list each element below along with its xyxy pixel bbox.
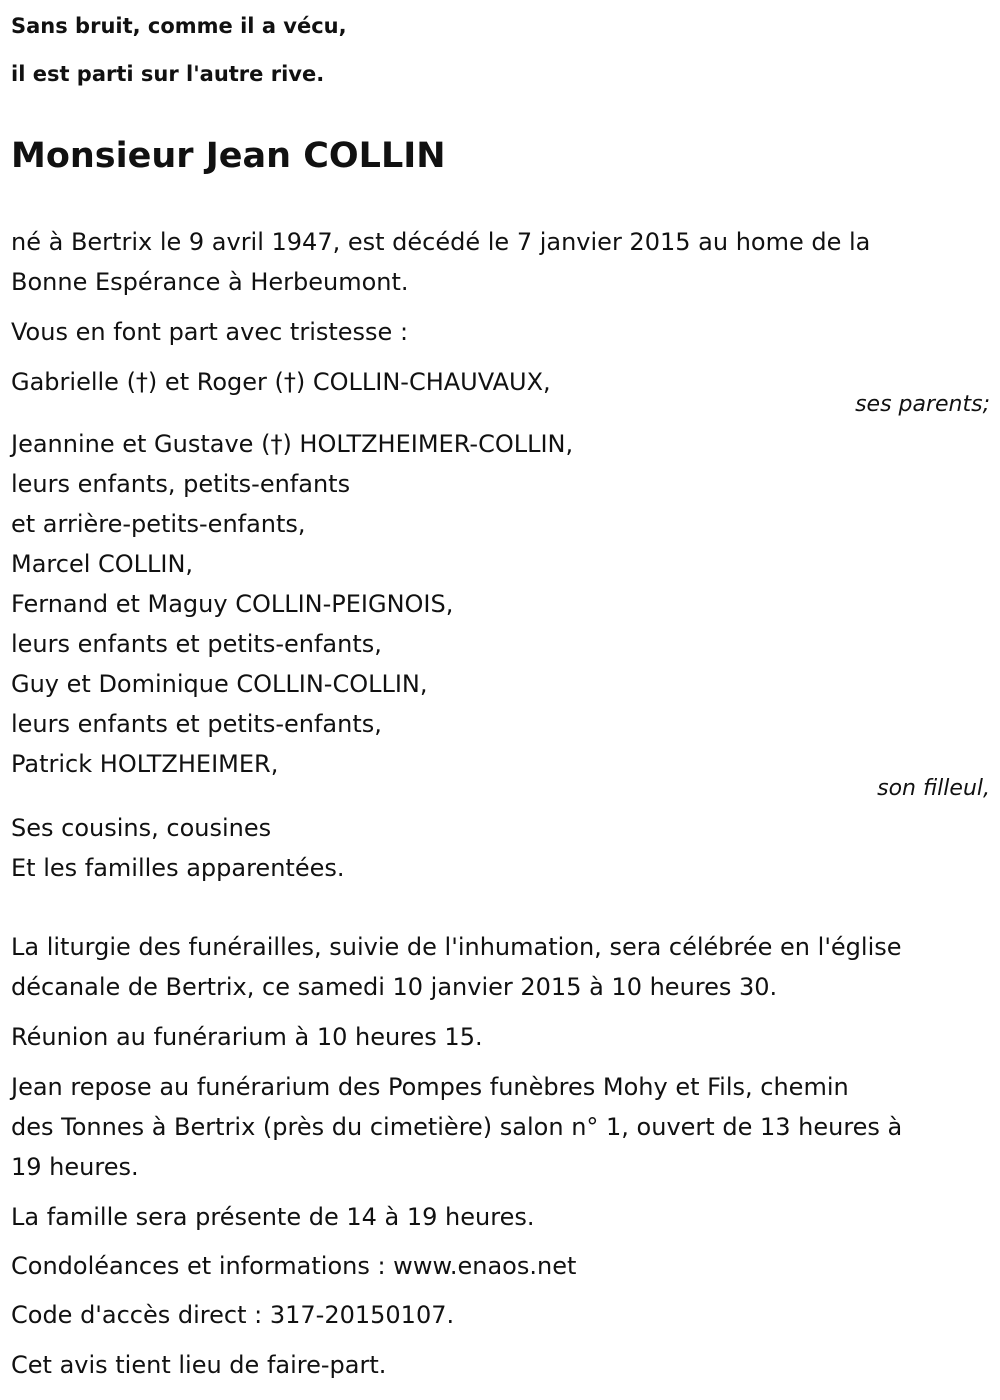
liturgy-line-1: La liturgie des funérailles, suivie de l'inhumation, sera célébrée en l'église (11, 933, 902, 961)
access-code: Code d'accès direct : 317-20150107. (11, 1301, 455, 1329)
repose-line-1: Jean repose au funérarium des Pompes funèbres Mohy et Fils, chemin (11, 1073, 849, 1101)
birth-death-line-1: né à Bertrix le 9 avril 1947, est décédé le 7 janvier 2015 au home de la (11, 228, 871, 256)
family-line-8: leurs enfants et petits-enfants, (11, 710, 382, 738)
parents-line: Gabrielle (†) et Roger (†) COLLIN-CHAUVAUX, (11, 368, 551, 396)
parents-relation: ses parents; (855, 392, 990, 417)
family-line-6: leurs enfants et petits-enfants, (11, 630, 382, 658)
reunion: Réunion au funérarium à 10 heures 15. (11, 1023, 483, 1051)
family-line-2: leurs enfants, petits-enfants (11, 470, 351, 498)
epitaph-line-2: il est parti sur l'autre rive. (11, 62, 325, 86)
family-line-5: Fernand et Maguy COLLIN-PEIGNOIS, (11, 590, 454, 618)
family-line-3: et arrière-petits-enfants, (11, 510, 306, 538)
others-line-2: Et les familles apparentées. (11, 854, 345, 882)
family-presence: La famille sera présente de 14 à 19 heures. (11, 1203, 535, 1231)
family-line-4: Marcel COLLIN, (11, 550, 194, 578)
others-line-1: Ses cousins, cousines (11, 814, 272, 842)
deceased-name: Monsieur Jean COLLIN (11, 136, 446, 176)
family-line-7: Guy et Dominique COLLIN-COLLIN, (11, 670, 428, 698)
condolences: Condoléances et informations : www.enaos.net (11, 1252, 577, 1280)
family-line-1: Jeannine et Gustave (†) HOLTZHEIMER-COLLIN, (11, 430, 574, 458)
epitaph-line-1: Sans bruit, comme il a vécu, (11, 14, 347, 38)
birth-death-line-2: Bonne Espérance à Herbeumont. (11, 268, 409, 296)
repose-line-3: 19 heures. (11, 1153, 139, 1181)
repose-line-2: des Tonnes à Bertrix (près du cimetière) salon n° 1, ouvert de 13 heures à (11, 1113, 903, 1141)
announcement: Vous en font part avec tristesse : (11, 318, 409, 346)
notice: Cet avis tient lieu de faire-part. (11, 1351, 387, 1379)
godson-relation: son filleul, (877, 776, 990, 801)
family-line-9: Patrick HOLTZHEIMER, (11, 750, 279, 778)
liturgy-line-2: décanale de Bertrix, ce samedi 10 janvier 2015 à 10 heures 30. (11, 973, 778, 1001)
